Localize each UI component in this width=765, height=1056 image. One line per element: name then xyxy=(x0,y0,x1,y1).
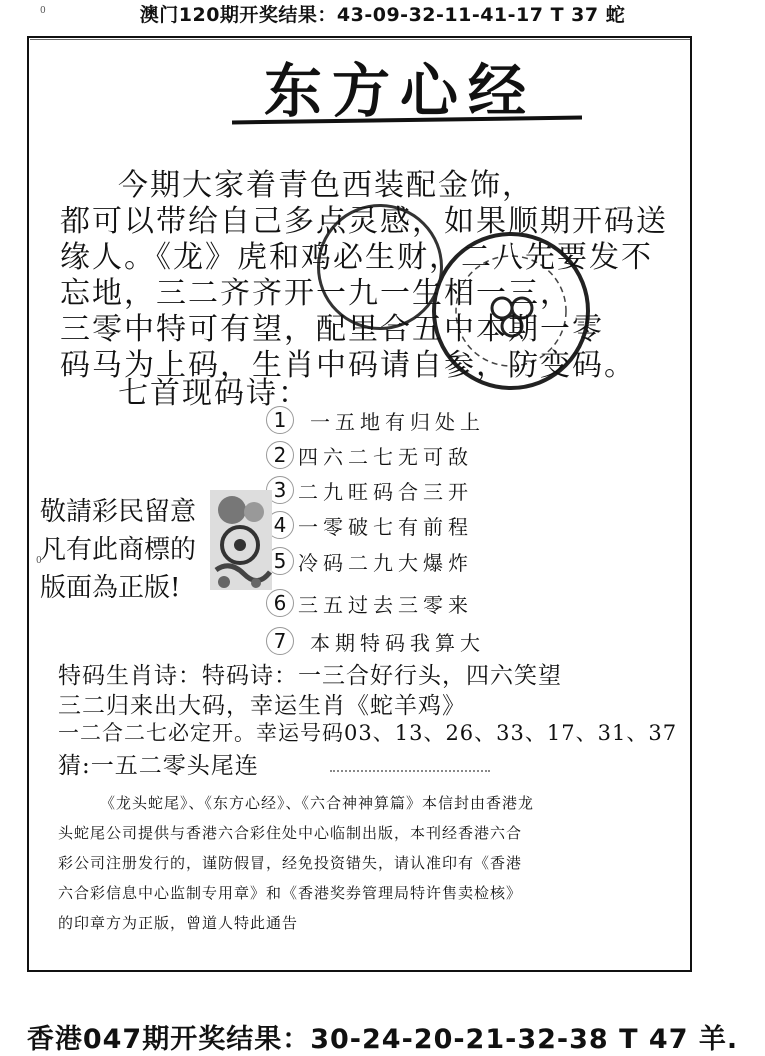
poem-number: 3 xyxy=(266,476,294,504)
poem-text: 二九旺码合三开 xyxy=(298,480,473,504)
poem-text: 本期特码我算大 xyxy=(310,631,485,655)
poem-number: 7 xyxy=(266,627,294,655)
page-title: 东方心经 xyxy=(263,57,536,125)
verse-line-3: 一二合二七必定开。幸运号码03、13、26、33、17、31、37 xyxy=(58,721,678,745)
fine-print-line-5: 的印章方为正版，曾道人特此通告 xyxy=(58,914,299,932)
poem-number: 2 xyxy=(266,441,294,469)
bottom-result-banner: 香港047期开奖结果：30-24-20-21-32-38 T 47 羊. xyxy=(26,1024,739,1055)
verse-line-1: 特码生肖诗：特码诗：一三合好行头，四六笑望 xyxy=(58,663,562,689)
fine-print-line-1: 《龙头蛇尾》、《东方心经》、《六合神神算篇》本信封由香港龙 xyxy=(100,794,535,812)
poem-number: 1 xyxy=(266,406,294,434)
authenticity-notice xyxy=(40,493,200,607)
intro-line-5: 三零中特可有望，配里合五中本期一零 xyxy=(60,312,604,347)
poem-text: 一五地有归处上 xyxy=(310,410,485,434)
poem-number: 4 xyxy=(266,511,294,539)
poem-number: 5 xyxy=(266,547,294,575)
intro-line-2: 都可以带给自己多点灵感，如果顺期开码送 xyxy=(60,204,668,239)
verse-line-4: 猜:一五二零头尾连 xyxy=(58,753,259,779)
notice-line: 敬請彩民留意 xyxy=(40,497,197,527)
poem-number: 6 xyxy=(266,589,294,617)
verse-line-2: 三二归来出大码，幸运生肖《蛇羊鸡》 xyxy=(58,693,466,719)
poem-heading: 七首现码诗： xyxy=(118,376,310,411)
frame-inner-rule xyxy=(30,39,690,43)
poem-text: 一零破七有前程 xyxy=(298,515,473,539)
poem-text: 冷码二九大爆炸 xyxy=(298,551,473,575)
intro-line-4: 忘地，三二齐齐开一九一生相一三， xyxy=(60,276,572,311)
poem-text: 三五过去三零来 xyxy=(298,593,473,617)
poem-text: 四六二七无可敌 xyxy=(298,445,473,469)
intro-line-3: 缘人。《龙》虎和鸡必生财，二八先要发不 xyxy=(60,240,653,275)
intro-line-6: 码马为上码，生肖中码请自参，防变码。 xyxy=(60,348,636,383)
corner-mark-top: 0 xyxy=(40,6,46,16)
notice-line: 凡有此商標的 xyxy=(40,535,197,565)
fine-print-line-2: 头蛇尾公司提供与香港六合彩住处中心临制出版，本刊经香港六合 xyxy=(58,824,523,842)
fine-print-line-3: 彩公司注册发行的，谨防假冒，经免投资错失，请认准印有《香港 xyxy=(58,854,523,872)
intro-line-1: 今期大家着青色西装配金饰， xyxy=(118,168,534,203)
corner-mark-mid: 0 xyxy=(36,556,42,566)
fine-print-line-4: 六合彩信息中心监制专用章》和《香港奖券管理局特许售卖检核》 xyxy=(58,884,523,902)
top-result-banner: 澳门120期开奖结果：43-09-32-11-41-17 T 37 蛇 xyxy=(139,4,626,26)
dotted-divider xyxy=(330,770,490,776)
trademark-logo xyxy=(210,490,272,590)
notice-line: 版面為正版! xyxy=(40,573,181,603)
